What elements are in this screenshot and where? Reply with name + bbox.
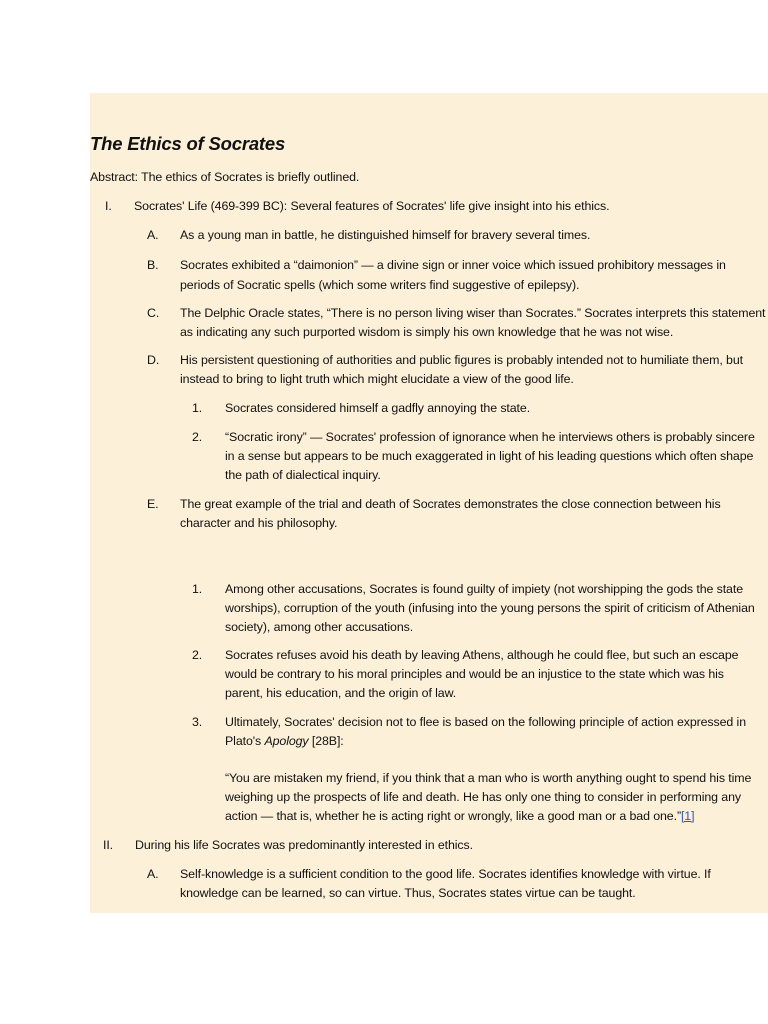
quote-line-2: weighing up the prospects of life and death. He has only one thing to consider in performing any (225, 790, 741, 804)
item-1e3-line-1: Ultimately, Socrates' decision not to flee is based on the following principle of action expressed in (225, 715, 746, 729)
item-1d1-text: Socrates considered himself a gadfly annoying the state. (225, 401, 531, 415)
item-1c-marker: C. (147, 306, 160, 320)
item-1e-line-1: The great example of the trial and death of Socrates demonstrates the close connection between his (180, 497, 721, 511)
item-1c-line-2: as indicating any such purported wisdom is simply his own knowledge that he was not wise. (180, 325, 674, 339)
item-1e1-line-1: Among other accusations, Socrates is found guilty of impiety (not worshipping the gods the state (225, 582, 743, 596)
item-1d2-line-3: the path of dialectical inquiry. (225, 468, 381, 482)
item-1e1-marker: 1. (192, 582, 203, 596)
item-1d-line-1: His persistent questioning of authorities and public figures is probably intended not to humiliate them, but (180, 353, 743, 367)
item-1b-marker: B. (147, 258, 159, 272)
item-1a-marker: A. (147, 228, 159, 242)
item-1e-marker: E. (147, 497, 159, 511)
item-1e2-line-2: would be contrary to his moral principles and would be an injustice to the state which was his (225, 667, 724, 681)
quote-line-3 (225, 806, 694, 826)
item-1d2-marker: 2. (192, 430, 203, 444)
item-2a-line-1: Self-knowledge is a sufficient condition to the good life. Socrates identifies knowledge with virtue. If (180, 867, 711, 881)
section-2-heading: During his life Socrates was predominantly interested in ethics. (135, 838, 473, 852)
item-2a-line-2: knowledge can be learned, so can virtue. Thus, Socrates states virtue can be taught. (180, 886, 636, 900)
item-1d2-line-1: “Socratic irony” — Socrates' profession of ignorance when he interviews others is probably sincere (225, 430, 755, 444)
document-page (90, 93, 768, 913)
section-1-heading: Socrates' Life (469-399 BC): Several features of Socrates' life give insight into his ethics. (134, 199, 610, 213)
item-1e2-line-1: Socrates refuses avoid his death by leaving Athens, although he could flee, but such an escape (225, 648, 739, 662)
item-1b-line-1: Socrates exhibited a “daimonion” — a divine sign or inner voice which issued prohibitory messages in (180, 258, 726, 272)
item-1d2-line-2: in a sense but appears to be much exaggerated in light of his leading questions which often shape (225, 449, 754, 463)
item-1e1-line-2: worships), corruption of the youth (infusing into the young persons the spirit of criticism of Athenian (225, 601, 755, 615)
apology-title: Apology (264, 734, 309, 748)
abstract: Abstract: The ethics of Socrates is briefly outlined. (90, 170, 360, 184)
item-1c-line-1: The Delphic Oracle states, “There is no person living wiser than Socrates.” Socrates interprets this statement (180, 306, 766, 320)
item-1e3-marker: 3. (192, 715, 203, 729)
item-2a-marker: A. (147, 867, 159, 881)
item-1d-line-2: instead to bring to light truth which might elucidate a view of the good life. (180, 372, 574, 386)
footnote-link[interactable]: [1] (680, 809, 695, 823)
item-1e2-line-3: parent, his education, and the origin of law. (225, 686, 457, 700)
item-1b-line-2: periods of Socratic spells (which some writers find suggestive of epilepsy). (180, 278, 580, 292)
quote-line-1: “You are mistaken my friend, if you think that a man who is worth anything ought to spend his time (225, 771, 752, 785)
item-1d-marker: D. (147, 353, 160, 367)
item-1e3-line-2-post: [28B]: (308, 734, 344, 748)
item-1e3-line-2-pre: Plato's (225, 734, 265, 748)
item-1e3-line-2 (225, 731, 344, 751)
page-title: The Ethics of Socrates (90, 133, 286, 154)
item-1e2-marker: 2. (192, 648, 203, 662)
item-1d1-marker: 1. (192, 401, 203, 415)
item-1a-text: As a young man in battle, he distinguished himself for bravery several times. (180, 228, 591, 242)
item-1e-line-2: character and his philosophy. (180, 516, 338, 530)
section-1-marker: I. (105, 199, 112, 213)
quote-line-3-text: action — that is, whether he is acting right or wrongly, like a good man or a bad one.” (225, 809, 681, 823)
item-1e1-line-3: society), among other accusations. (225, 620, 414, 634)
section-2-marker: II. (103, 838, 114, 852)
